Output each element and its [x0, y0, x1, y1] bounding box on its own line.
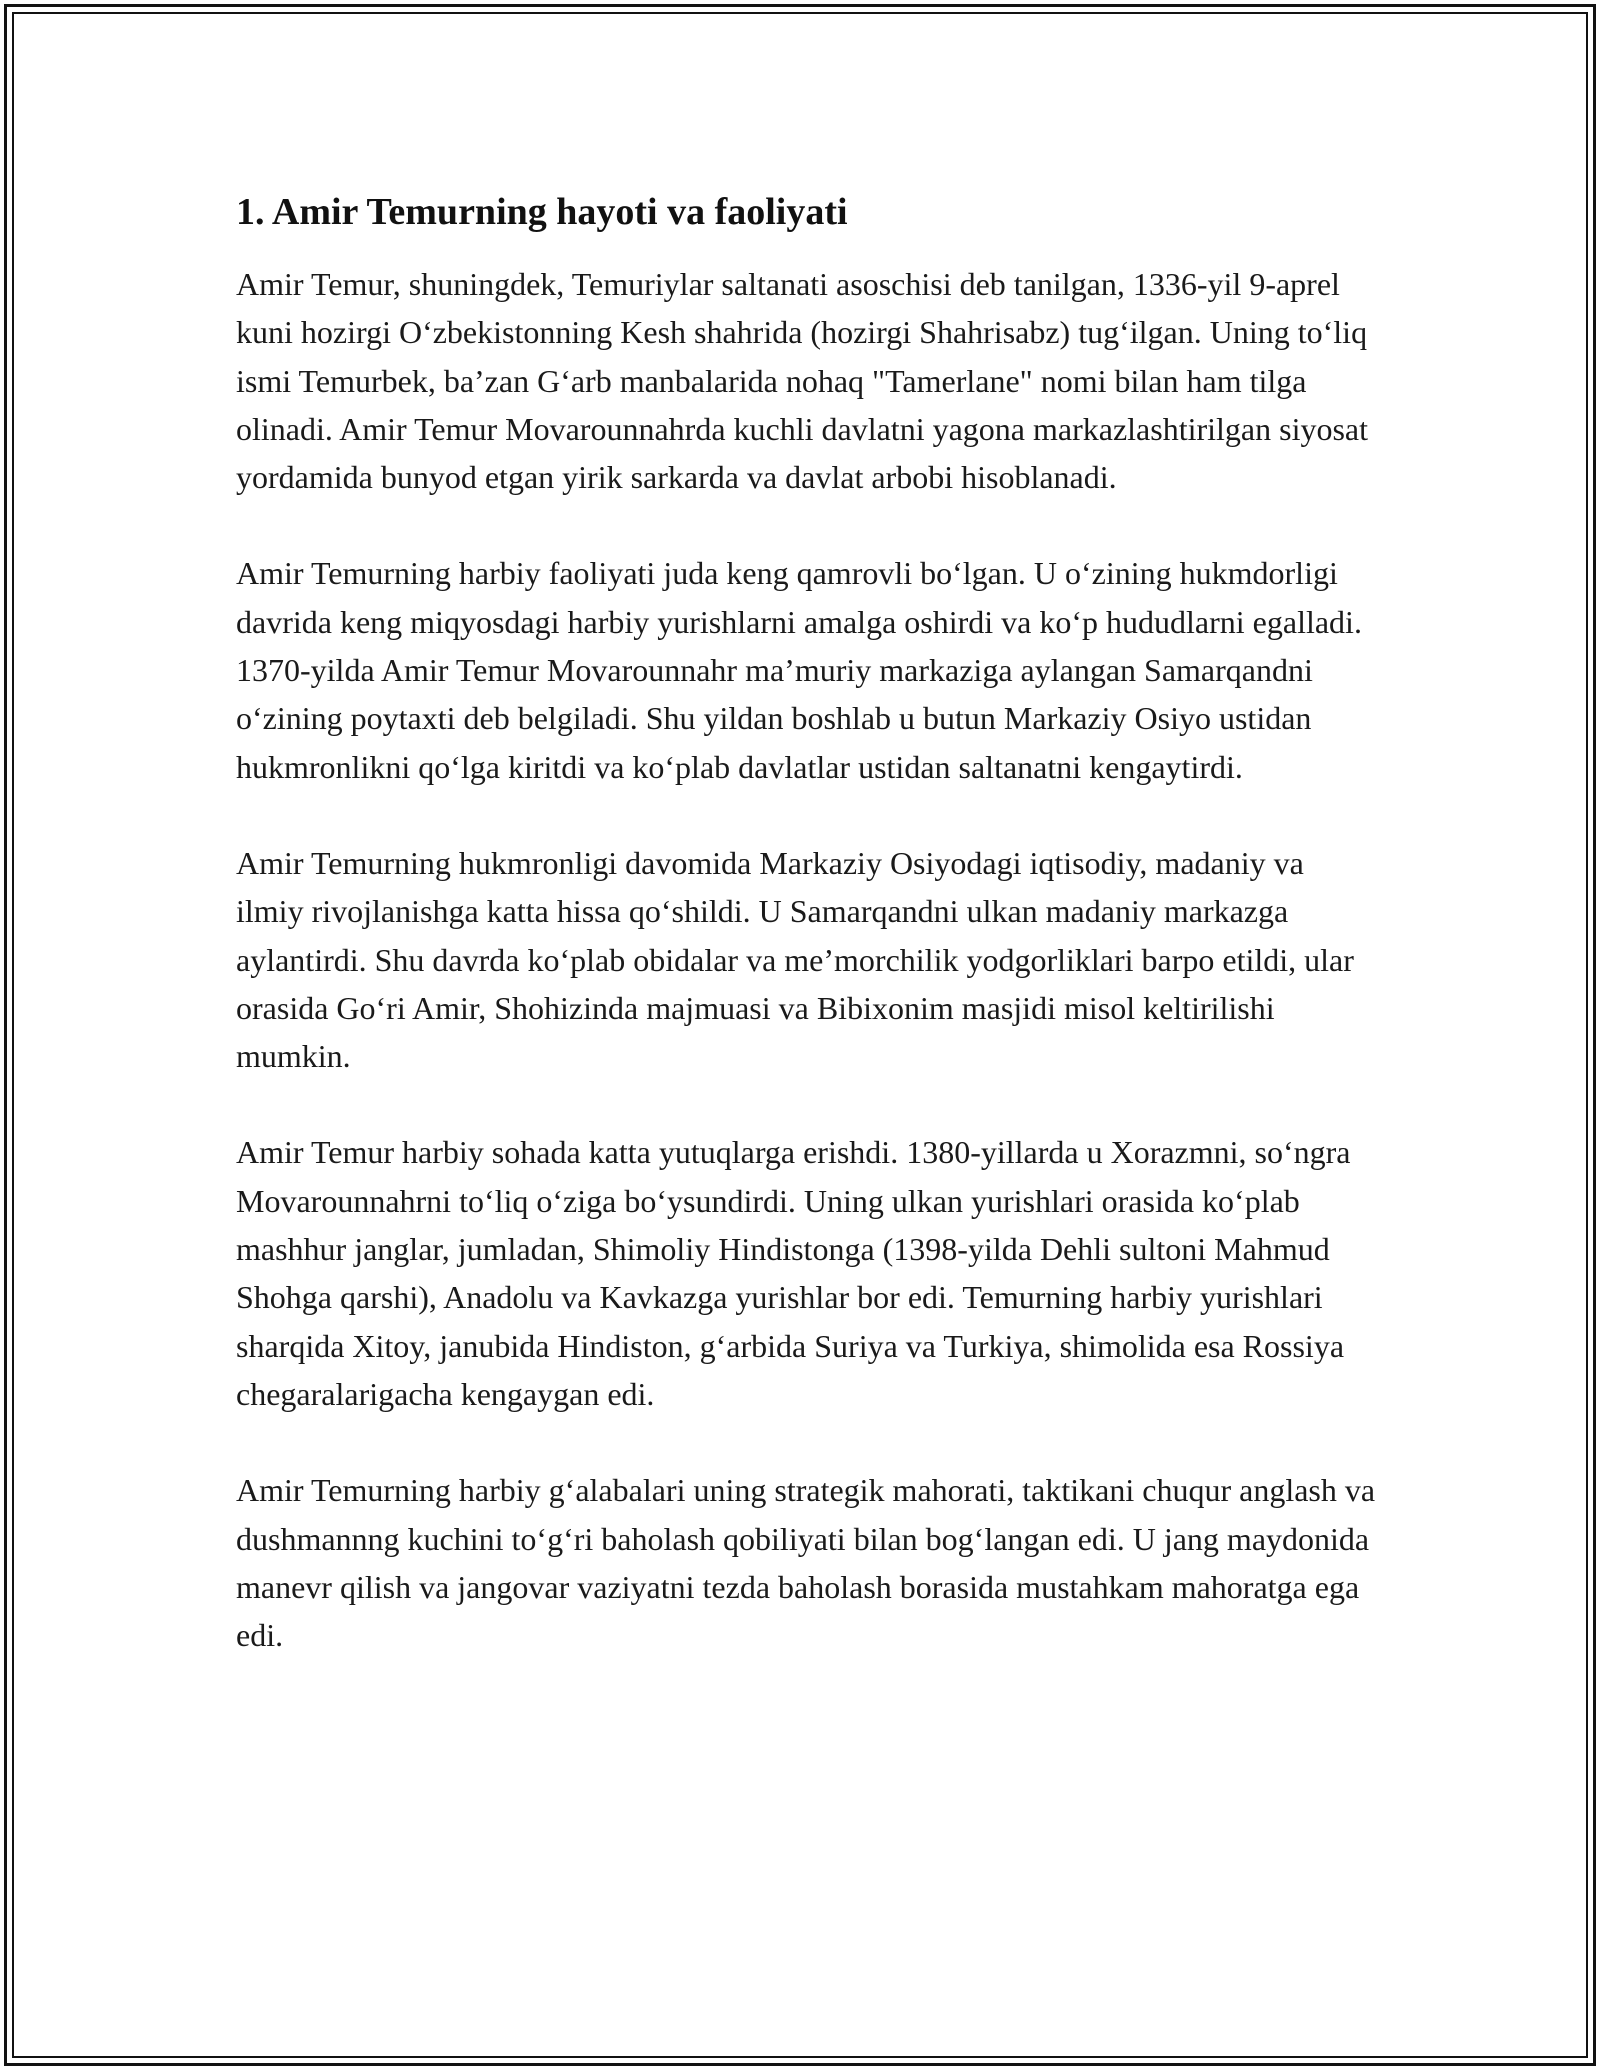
paragraph-cultural-development: Amir Temurning hukmronligi davomida Markaziy Osiyodagi iqtisodiy, madaniy va ilmiy rivojlanishga katta hissa qo‘shildi. U Samarqandni ulkan madaniy markazga aylantirdi. Shu davrda ko‘plab obidalar va me’morchilik yodgorliklari barpo etildi, ular orasida Go‘ri Amir, Shohizinda majmuasi va Bibixonim masjidi misol keltirilishi mumkin.	[236, 844, 1354, 1075]
paragraph-biography: Amir Temur, shuningdek, Temuriylar saltanati asoschisi deb tanilgan, 1336-yil 9-aprel kuni hozirgi O‘zbekistonning Kesh shahrida (hozirgi Shahrisabz) tug‘ilgan. Uning to‘liq ismi Temurbek, ba’zan G‘arb manbalarida nohaq "Tamerlane" nomi bilan ham tilga olinadi. Amir Temur Movarounnahrda kuchli davlatni yagona markazlashtirilgan siyosat yordamida bunyod etgan yirik sarkarda va davlat arbobi hisoblanadi.	[236, 266, 1368, 496]
document-body	[236, 186, 1376, 1707]
paragraph-military-campaigns: Amir Temur harbiy sohada katta yutuqlarga erishdi. 1380-yillarda u Xorazmni, so‘ngra Movarounnahrni to‘liq o‘ziga bo‘ysundirdi. Uning ulkan yurishlari orasida ko‘plab mashhur janglar, jumladan, Shimoliy Hindistonga (1398-yilda Dehli sultoni Mahmud Shohga qarshi), Anadolu va Kavkazga yurishlar bor edi. Temurning harbiy yurishlari sharqida Xitoy, janubida Hindiston, g‘arbida Suriya va Turkiya, shimolida esa Rossiya chegaralarigacha kengaygan edi.	[236, 1134, 1351, 1412]
paragraph-strategic-skill: Amir Temurning harbiy g‘alabalari uning strategik mahorati, taktikani chuqur anglash va dushmannng kuchini to‘g‘ri baholash qobiliyati bilan bog‘langan edi. U jang maydonida manevr qilish va jangovar vaziyatni tezda baholash borasida mustahkam mahoratga ega edi.	[236, 1472, 1376, 1654]
paragraph-military-activity: Amir Temurning harbiy faoliyati juda keng qamrovli bo‘lgan. U o‘zining hukmdorligi davrida keng miqyosdagi harbiy yurishlarni amalga oshirdi va ko‘p hududlarni egalladi. 1370-yilda Amir Temur Movarounnahr ma’muriy markaziga aylangan Samarqandni o‘zining poytaxti deb belgiladi. Shu yildan boshlab u butun Markaziy Osiyo ustidan hukmronlikni qo‘lga kiritdi va ko‘plab davlatlar ustidan saltanatni kengaytirdi.	[236, 555, 1362, 785]
section-heading: 1. Amir Temurning hayoti va faoliyati	[236, 191, 848, 233]
